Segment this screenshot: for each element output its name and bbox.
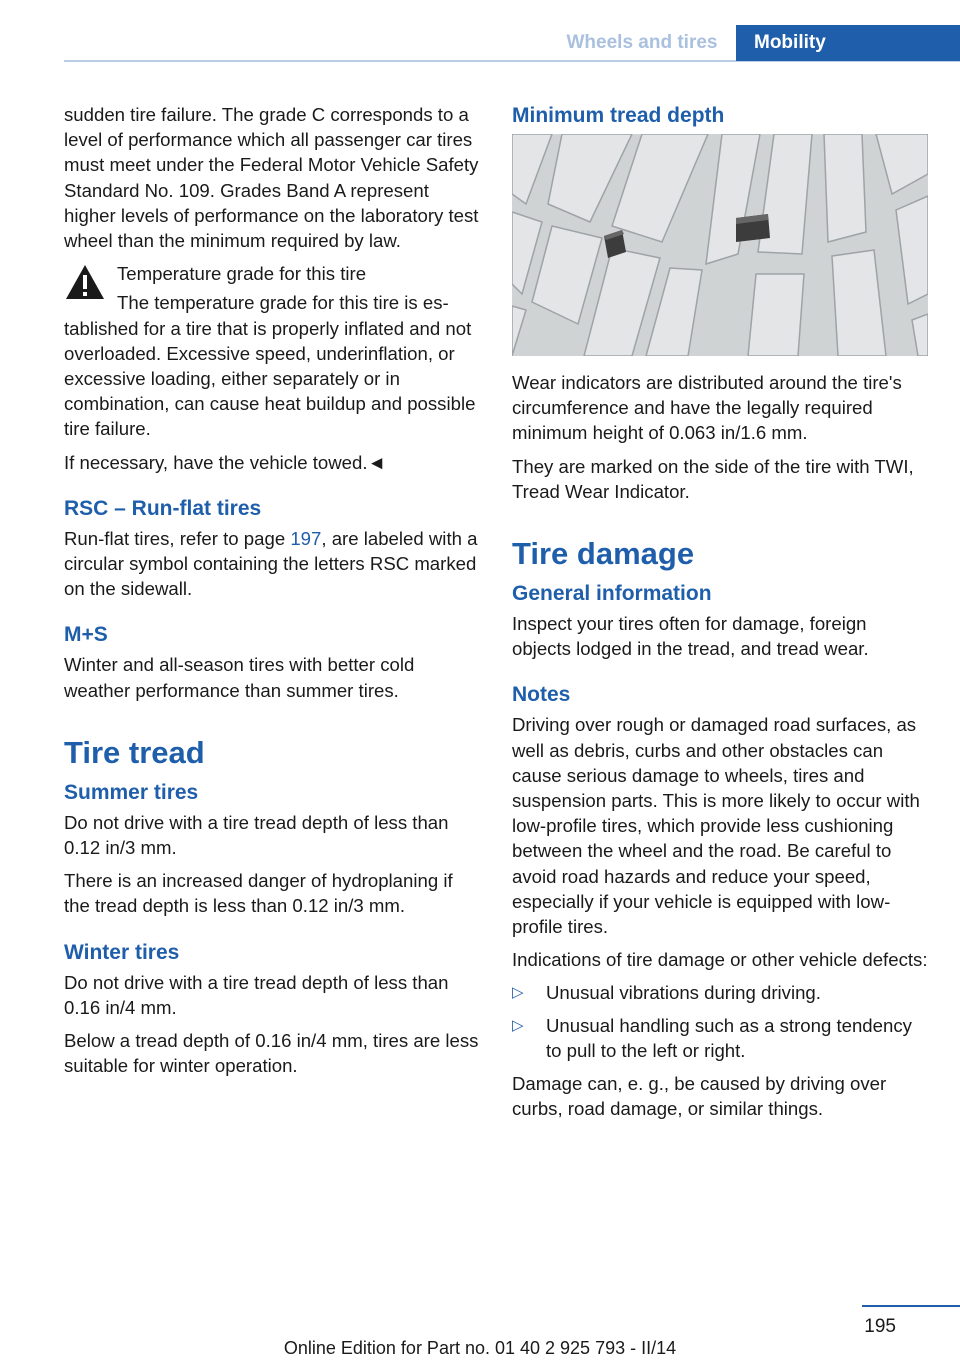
summer-paragraph-1: Do not drive with a tire tread depth of less than 0.12 in/3 mm. <box>64 811 449 859</box>
general-information-paragraph: Inspect your tires often for damage, foreign objects lodged in the tread, and tread wear. <box>512 613 869 660</box>
general-information-heading: General information <box>512 582 712 606</box>
left-column <box>64 102 482 1086</box>
warning-title: Temperature grade for this tire <box>117 263 367 285</box>
warning-box <box>64 261 482 441</box>
list-item: ▷ Unusual vibrations during driving. <box>512 980 928 1005</box>
wear-indicator-paragraph: Wear indicators are distributed around the tire's circumference and have the legally required minimum height of 0.063 in/1.6 mm. <box>512 372 902 444</box>
winter-paragraph-2: Below a tread depth of 0.16 in/4 mm, tires are less suitable for winter operation. <box>64 1030 479 1077</box>
rsc-heading: RSC – Run-flat tires <box>64 496 262 520</box>
triangle-bullet-icon: ▷ <box>512 1016 524 1034</box>
page-number: 195 <box>864 1316 896 1337</box>
notes-paragraph-3: Damage can, e. g., be caused by driving over curbs, road damage, or similar things. <box>512 1073 887 1120</box>
winter-paragraph-1: Do not drive with a tire tread depth of less than 0.16 in/4 mm. <box>64 971 449 1018</box>
summer-tires-heading: Summer tires <box>64 780 199 804</box>
intro-paragraph: sudden tire failure. The grade C corresponds to a level of performance which all passenger car tires must meet under the Federal Motor Vehicle Safety Standard No. 109. Grades Band A represent higher levels of performance on the laboratory test wheel than the minimum required by law. <box>64 104 479 252</box>
ms-paragraph: Winter and all-season tires with better cold weather performance than summer tires. <box>64 654 415 701</box>
rsc-paragraph: Run-flat tires, refer to page 197, are labeled with a circular symbol containing the letters RSC marked on the sidewall. <box>64 527 478 600</box>
triangle-bullet-icon: ▷ <box>512 984 524 1002</box>
section-tab[interactable]: Wheels and tires <box>566 32 718 53</box>
warning-followup: If necessary, have the vehicle towed.◄ <box>64 451 386 473</box>
edition-line: Online Edition for Part no. 01 40 2 925 793 - II/14 <box>283 1338 677 1358</box>
summer-paragraph-2: There is an increased danger of hydroplaning if the tread depth is less than 0.12 in/3 mm. <box>64 870 453 917</box>
minimum-tread-depth-heading: Minimum tread depth <box>512 104 725 127</box>
warning-triangle-icon <box>64 263 106 301</box>
tire-tread-heading: Tire tread <box>64 734 205 770</box>
page-link[interactable]: 197 <box>290 527 322 549</box>
footer-rule <box>862 1305 960 1307</box>
right-column <box>512 102 928 1129</box>
damage-indications-list <box>512 980 928 1063</box>
notes-paragraph-1: Driving over rough or damaged road surfaces, as well as debris, curbs and other obstacles can cause serious damage to wheels, tires and suspension parts. This is more likely to occur with low-profile tires, which provide less cushioning between the wheel and the road. Be careful to avoid road hazards and reduce your speed, especially if your vehicle is equipped with low-profile tires. <box>512 714 920 938</box>
chapter-tab[interactable]: Mobility <box>736 25 960 61</box>
list-item: ▷ Unusual handling such as a strong tendency to pull to the left or right. <box>512 1014 912 1061</box>
notes-heading: Notes <box>512 683 571 707</box>
tire-damage-heading: Tire damage <box>512 536 695 572</box>
ms-heading: M+S <box>64 623 108 647</box>
tread-wear-indicator-illustration <box>512 134 928 356</box>
warning-body: The temperature grade for this tire is established for a tire that is properly inflated and not overloaded. Excessive speed, underinflation, or excessive loading, either separately or in combination, can cause heat buildup and possible tire failure. <box>64 292 476 440</box>
twi-paragraph: They are marked on the side of the tire with TWI, Tread Wear Indicator. <box>512 455 914 502</box>
notes-paragraph-2: Indications of tire damage or other vehicle defects: <box>512 949 928 971</box>
winter-tires-heading: Winter tires <box>64 940 180 964</box>
